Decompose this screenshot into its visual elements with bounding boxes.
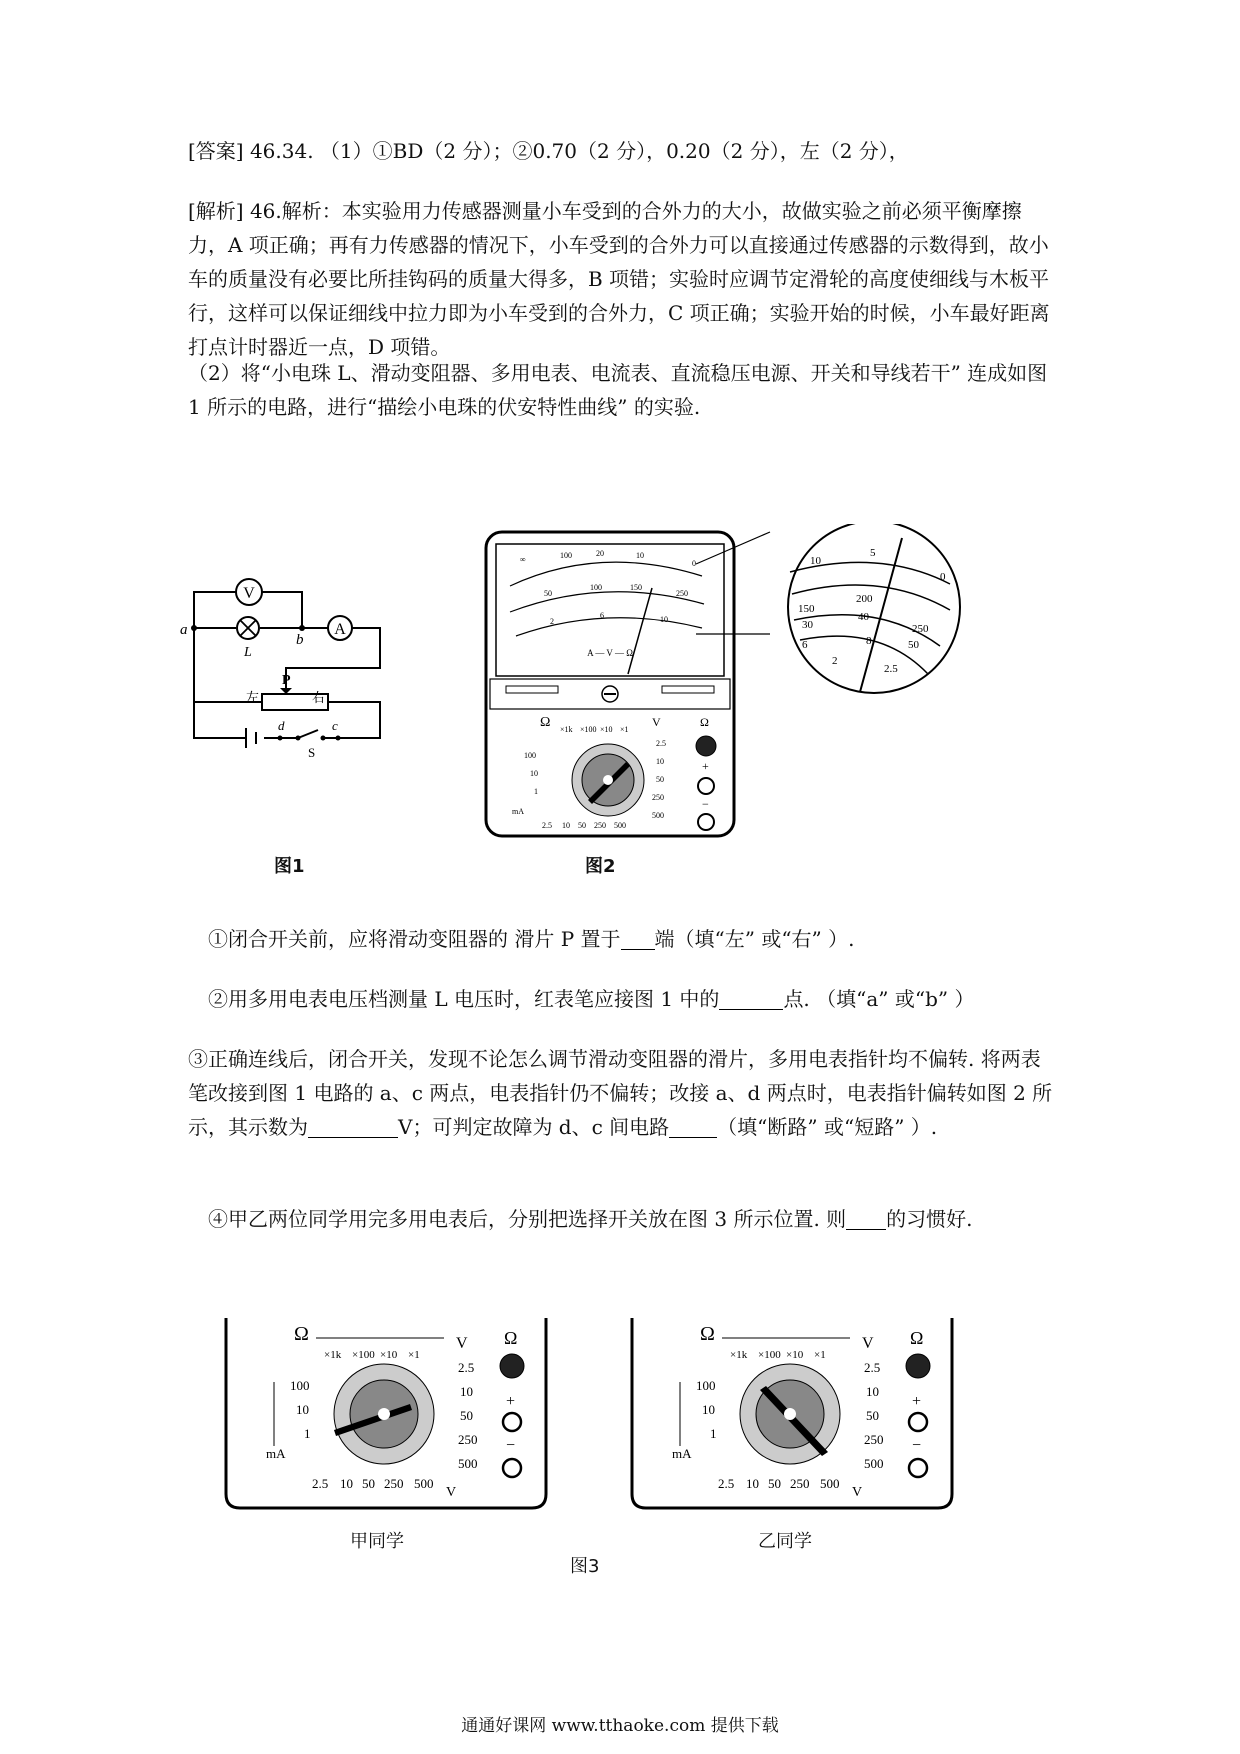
part2-intro: （2）将“小电珠 L、滑动变阻器、多用电表、电流表、直流稳压电源、开关和导线若干” 连成如图 1 所示的电路，进行“描绘小电珠的伏安特性曲线” 的实验. xyxy=(188,361,1048,419)
lamp-label: L xyxy=(244,645,252,660)
fig2-tick: 10 xyxy=(636,551,644,560)
fig3-ohm-label: Ω xyxy=(700,1323,715,1345)
switch-s-label: S xyxy=(308,745,316,760)
fig3-acv-range: 50 xyxy=(362,1476,375,1491)
zoom-tick: 250 xyxy=(912,623,929,635)
fig3-acv-range: 10 xyxy=(340,1476,353,1491)
fig3-left-label: 甲同学 xyxy=(350,1531,404,1552)
fig2-tick: 100 xyxy=(590,583,602,592)
fig2-ohm-label: Ω xyxy=(540,715,551,730)
fig3-dcv-range: 500 xyxy=(864,1456,884,1471)
fig3-plus: + xyxy=(506,1393,516,1410)
fig3-acv-range: 250 xyxy=(384,1476,404,1491)
fig2-acv-range: 500 xyxy=(614,821,626,830)
figure-1-caption: 图1 xyxy=(274,856,305,877)
zoom-tick: 8 xyxy=(866,635,872,647)
fig2-acv-range: 250 xyxy=(594,821,606,830)
blank-1[interactable] xyxy=(621,927,655,950)
fig2-minus: − xyxy=(702,797,709,811)
fig2-ma-range: 10 xyxy=(530,769,538,778)
fig3-minus: − xyxy=(912,1437,922,1454)
zoom-tick: 2 xyxy=(832,655,838,667)
fig3-dcv-range: 2.5 xyxy=(458,1360,475,1375)
fig3-dcv-range: 10 xyxy=(460,1384,473,1399)
jack-minus[interactable] xyxy=(698,814,714,830)
fig3-ohm-range: ×1 xyxy=(408,1349,420,1361)
fig3-acv-label: V xyxy=(852,1485,863,1500)
fig2-tick: 2 xyxy=(550,617,554,626)
figure-2-caption: 图2 xyxy=(585,856,616,877)
fig2-ohm-range: ×1k xyxy=(560,725,573,734)
fig3-ma-label: mA xyxy=(266,1446,286,1461)
slider-p-label: P xyxy=(282,673,291,688)
question-3: ③正确连线后，闭合开关，发现不论怎么调节滑动变阻器的滑片，多用电表指针均不偏转. 将两表笔改接到图 1 电路的 a、c 两点，电表指针仍不偏转；改接 a、d 两点时，电表指针偏转如图 2 所示，其示数为 V；可判定故障为 d、c 间电路 （填“断路” 或“短路” ）. xyxy=(188,1047,1053,1139)
fig2-ma-range: 100 xyxy=(524,751,536,760)
fig3-dcv-range: 250 xyxy=(458,1432,478,1447)
voltmeter-label: V xyxy=(243,585,255,602)
node-c-label: c xyxy=(332,718,338,733)
fig2-ohm-range: ×10 xyxy=(600,725,613,734)
fig2-acv-range: 2.5 xyxy=(542,821,552,830)
blank-3a[interactable] xyxy=(308,1115,398,1138)
fig3-jack-ohm: Ω xyxy=(504,1328,518,1348)
fig3-minus: − xyxy=(506,1437,516,1454)
jack-minus[interactable] xyxy=(909,1459,927,1477)
fig3-volt-label: V xyxy=(456,1335,468,1352)
jack-plus[interactable] xyxy=(909,1413,927,1431)
fig3-ohm-range: ×1k xyxy=(730,1349,748,1361)
fig3-ohm-range: ×1k xyxy=(324,1349,342,1361)
fig3-acv-range: 250 xyxy=(790,1476,810,1491)
fig2-ohm-range: ×100 xyxy=(580,725,597,734)
fig2-ma-label: mA xyxy=(512,807,524,816)
footer-text: 通通好课网 www.tthaoke.com 提供下载 xyxy=(461,1716,779,1736)
fig3-ohm-range: ×100 xyxy=(352,1349,375,1361)
fig2-acv-range: 50 xyxy=(578,821,586,830)
fig2-dcv-range: 10 xyxy=(656,757,664,766)
zoom-tick: 5 xyxy=(870,547,876,559)
fig2-ma-range: 1 xyxy=(534,787,538,796)
fig2-tick: 0 xyxy=(692,559,696,568)
right-end-label: 右 xyxy=(312,690,326,705)
fig3-dcv-range: 10 xyxy=(866,1384,879,1399)
fig3-acv-range: 2.5 xyxy=(312,1476,329,1491)
fig3-dcv-range: 500 xyxy=(458,1456,478,1471)
fig2-tick: 250 xyxy=(676,589,688,598)
fig3-acv-range: 500 xyxy=(820,1476,840,1491)
node-a-label: a xyxy=(180,622,188,638)
fig3-acv-label: V xyxy=(446,1485,457,1500)
fig2-tick: 20 xyxy=(596,549,604,558)
fig3-jack-ohm: Ω xyxy=(910,1328,924,1348)
question-4: ④甲乙两位同学用完多用电表后，分别把选择开关放在图 3 所示位置. 则 的习惯好. xyxy=(208,1207,973,1231)
fig2-dcv-range: 250 xyxy=(652,793,664,802)
fig2-tick: 150 xyxy=(630,583,642,592)
fig2-tick: 10 xyxy=(660,615,668,624)
blank-2[interactable] xyxy=(719,987,783,1010)
fig3-ohm-range: ×100 xyxy=(758,1349,781,1361)
fig3-ma-range: 1 xyxy=(710,1426,717,1441)
jack-minus[interactable] xyxy=(503,1459,521,1477)
zoom-tick: 10 xyxy=(810,555,821,567)
fig3-ma-label: mA xyxy=(672,1446,692,1461)
zoom-tick: 6 xyxy=(802,639,808,651)
fig2-scale-label: A — V — Ω xyxy=(587,648,633,658)
analysis-paragraph: [解析] 46.解析：本实验用力传感器测量小车受到的合外力的大小，故做实验之前必须平衡摩擦力，A 项正确；再有力传感器的情况下，小车受到的合外力可以直接通过传感器的示数得到，故小车的质量没有必要比所挂钩码的质量大得多，B 项错；实验时应调节定滑轮的高度使细线与木板平行，这样可以保证细线中拉力即为小车受到的合外力，C 项正确；实验开始的时候，小车最好距离打点计时器近一点，D 项错。 xyxy=(188,199,1050,359)
fig2-dcv-range: 500 xyxy=(652,811,664,820)
blank-3b[interactable] xyxy=(669,1115,717,1138)
jack-ohm[interactable] xyxy=(500,1354,524,1378)
fig2-plus: + xyxy=(702,759,709,773)
zoom-tick: 2.5 xyxy=(884,663,898,675)
question-1: ①闭合开关前，应将滑动变阻器的 滑片 P 置于 端（填“左” 或“右” ）. xyxy=(208,927,855,951)
fig3-acv-range: 2.5 xyxy=(718,1476,735,1491)
fig2-jack-ohm: Ω xyxy=(700,715,709,729)
fig2-dcv-range: 50 xyxy=(656,775,664,784)
figure-3-right-panel xyxy=(622,1318,962,1518)
fig2-tick: 6 xyxy=(600,611,604,620)
figure-3-caption: 图3 xyxy=(570,1556,600,1577)
fig3-ohm-range: ×10 xyxy=(380,1349,398,1361)
fig3-right-label: 乙同学 xyxy=(758,1531,812,1552)
fig3-dcv-range: 50 xyxy=(866,1408,879,1423)
jack-plus[interactable] xyxy=(698,778,714,794)
fig2-volt-label: V xyxy=(652,715,661,729)
zoom-tick: 50 xyxy=(908,639,919,651)
jack-plus[interactable] xyxy=(503,1413,521,1431)
fig3-ma-range: 100 xyxy=(290,1378,310,1393)
figure-1-circuit xyxy=(180,570,430,760)
fig3-acv-range: 50 xyxy=(768,1476,781,1491)
figure-2-multimeter xyxy=(480,524,970,844)
fig3-ohm-range: ×10 xyxy=(786,1349,804,1361)
fig3-ma-range: 100 xyxy=(696,1378,716,1393)
zoom-tick: 150 xyxy=(798,603,815,615)
fig3-ohm-range: ×1 xyxy=(814,1349,826,1361)
left-end-label: 左 xyxy=(246,690,260,705)
fig3-ma-range: 10 xyxy=(296,1402,309,1417)
fig3-dcv-range: 2.5 xyxy=(864,1360,881,1375)
fig3-dcv-range: 250 xyxy=(864,1432,884,1447)
fig3-volt-label: V xyxy=(862,1335,874,1352)
figure-3-left-panel xyxy=(216,1318,556,1518)
blank-4[interactable] xyxy=(846,1207,886,1230)
answer-line: [答案] 46.34. （1）①BD（2 分）；②0.70（2 分），0.20（2 分），左（2 分）， xyxy=(188,139,909,163)
node-b-label: b xyxy=(296,632,304,648)
fig2-tick: 50 xyxy=(544,589,552,598)
fig3-acv-range: 500 xyxy=(414,1476,434,1491)
fig2-tick: ∞ xyxy=(520,555,526,564)
zoom-tick: 0 xyxy=(940,571,946,583)
fig3-ohm-label: Ω xyxy=(294,1323,309,1345)
ammeter-label: A xyxy=(334,621,346,638)
fig2-ohm-range: ×1 xyxy=(620,725,629,734)
jack-ohm[interactable] xyxy=(696,736,716,756)
zoom-tick: 40 xyxy=(858,611,869,623)
zoom-tick: 30 xyxy=(802,619,813,631)
fig3-acv-range: 10 xyxy=(746,1476,759,1491)
fig2-acv-range: 10 xyxy=(562,821,570,830)
fig2-dcv-range: 2.5 xyxy=(656,739,666,748)
fig3-ma-range: 10 xyxy=(702,1402,715,1417)
question-2: ②用多用电表电压档测量 L 电压时，红表笔应接图 1 中的 点. （填“a” 或“b” ） xyxy=(208,987,975,1011)
fig3-dcv-range: 50 xyxy=(460,1408,473,1423)
fig3-ma-range: 1 xyxy=(304,1426,311,1441)
fig2-tick: 100 xyxy=(560,551,572,560)
zoom-tick: 200 xyxy=(856,593,873,605)
jack-ohm[interactable] xyxy=(906,1354,930,1378)
node-d-label: d xyxy=(278,718,285,733)
fig3-plus: + xyxy=(912,1393,922,1410)
